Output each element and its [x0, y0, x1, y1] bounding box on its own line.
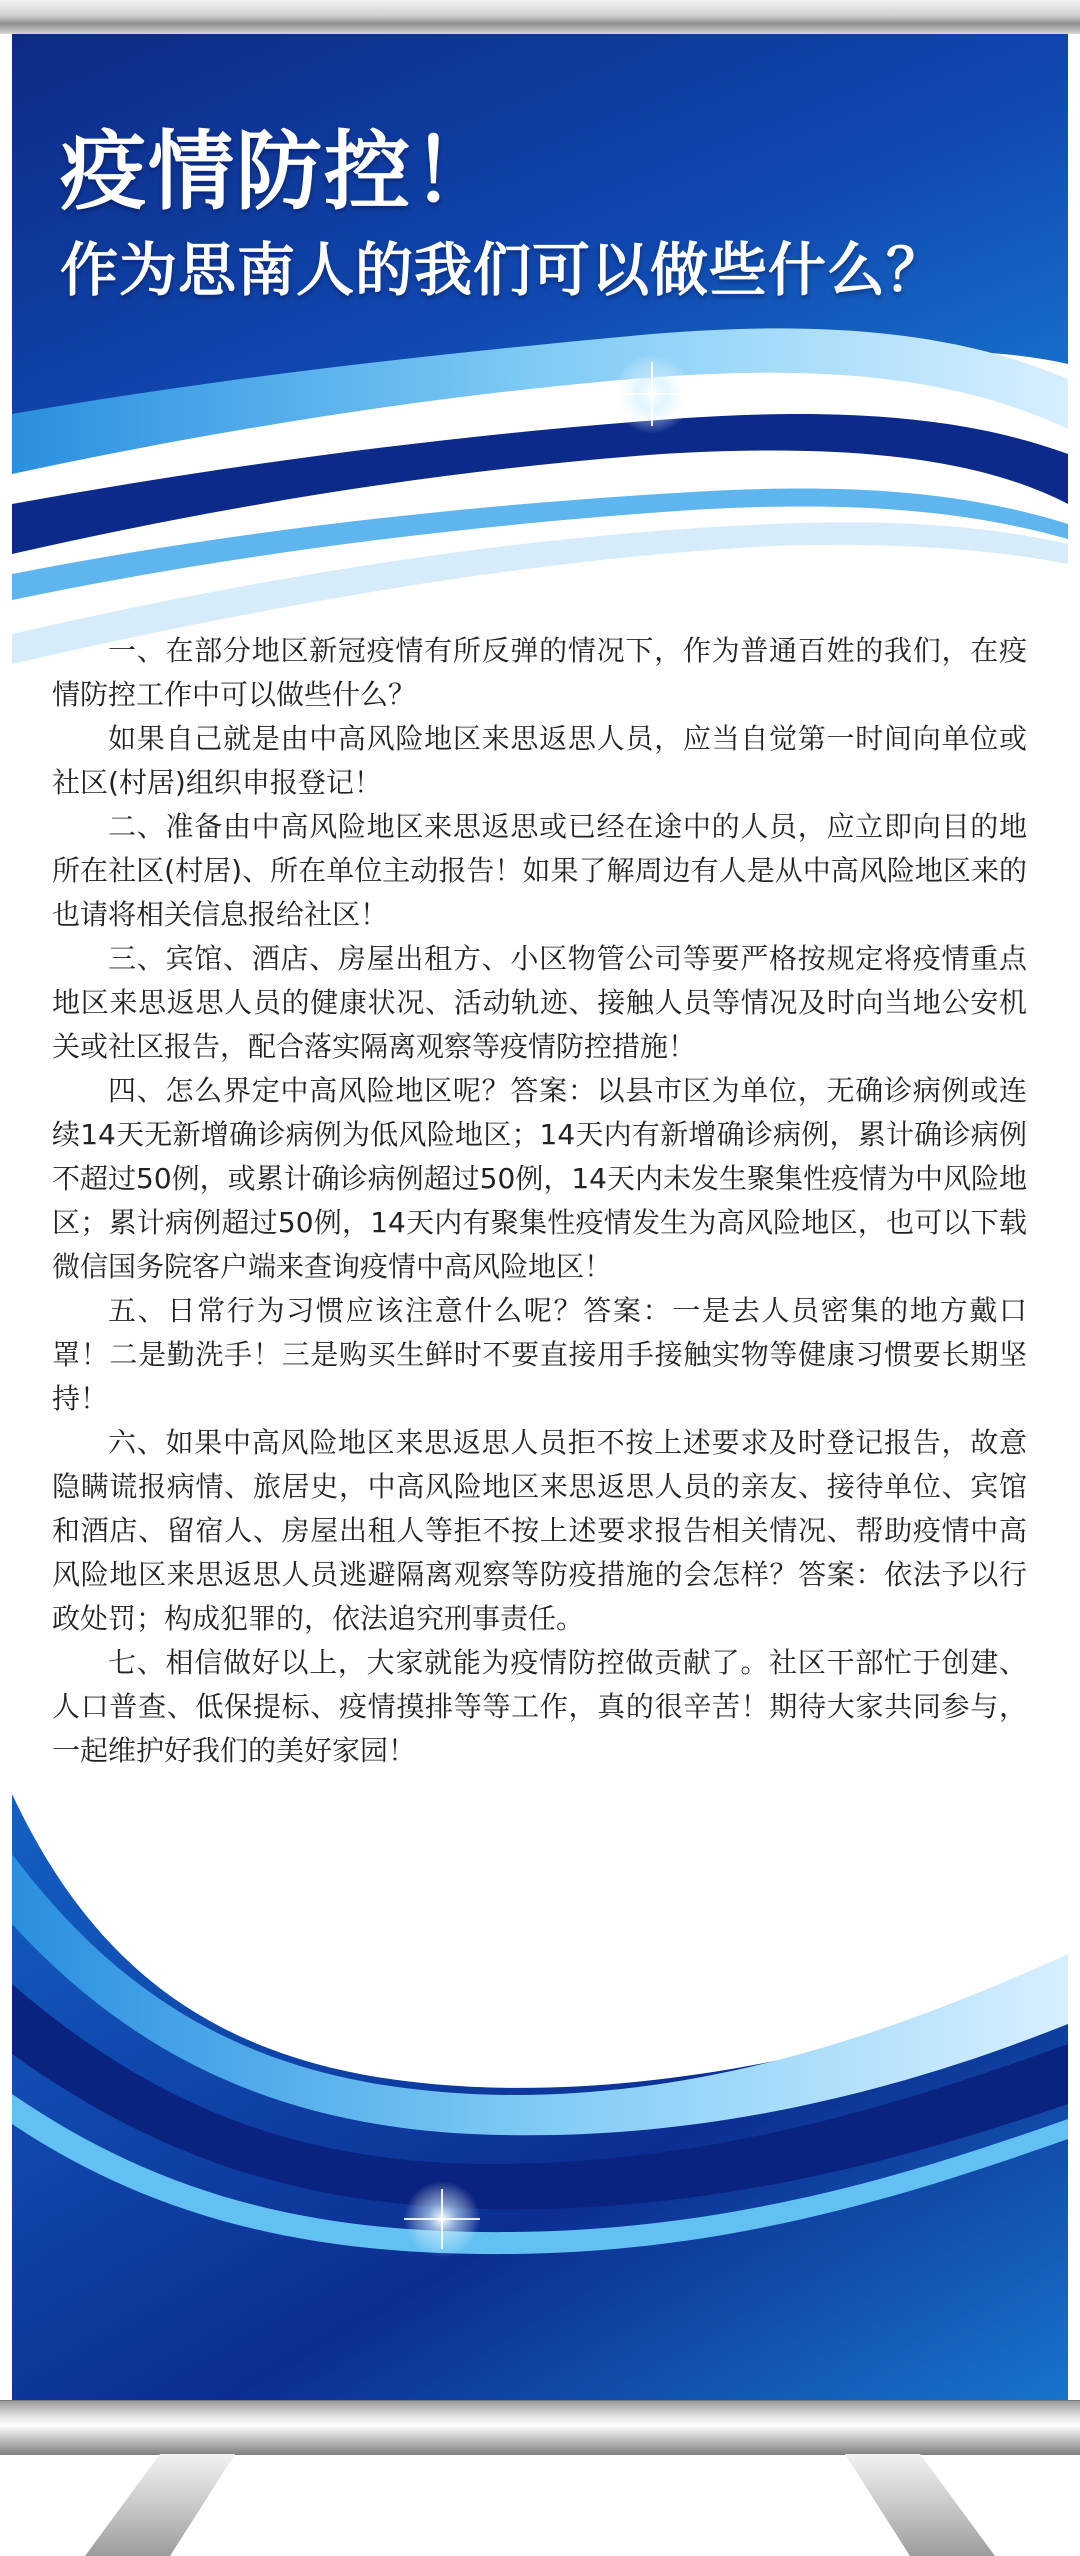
paragraph-4: 三、宾馆、酒店、房屋出租方、小区物管公司等要严格按规定将疫情重点地区来思返思人员的健康状况、活动轨迹、接触人员等情况及时向当地公安机关或社区报告，配合落实隔离观察等疫情防控措施！ — [52, 942, 1027, 1063]
paragraph-3: 二、准备由中高风险地区来思返思或已经在途中的人员，应立即向目的地所在社区(村居)、所在单位主动报告！如果了解周边有人是从中高风险地区来的也请将相关信息报给社区！ — [52, 810, 1027, 931]
paragraph-5: 四、怎么界定中高风险地区呢？答案：以县市区为单位，无确诊病例或连续14天无新增确诊病例为低风险地区；14天内有新增确诊病例，累计确诊病例不超过50例，或累计确诊病例超过50例，14天内未发生聚集性疫情为中风险地区；累计病例超过50例，14天内有聚集性疫情发生为高风险地区，也可以下载微信国务院客户端来查询疫情中高风险地区！ — [52, 1074, 1027, 1283]
banner-title: 疫情防控！ — [60, 122, 500, 222]
stand-feet — [0, 2454, 1080, 2556]
top-rail — [0, 0, 1080, 34]
paragraph-2: 如果自己就是由中高风险地区来思返思人员，应当自觉第一时间向单位或社区(村居)组织申报登记！ — [52, 722, 1027, 799]
paragraph-6: 五、日常行为习惯应该注意什么呢？答案：一是去人员密集的地方戴口罩！二是勤洗手！三是购买生鲜时不要直接用手接触实物等健康习惯要长期坚持！ — [52, 1294, 1027, 1415]
bottom-rail — [0, 2400, 1080, 2455]
banner-body — [52, 629, 1027, 1773]
paragraph-7: 六、如果中高风险地区来思返思人员拒不按上述要求及时登记报告，故意隐瞒谎报病情、旅居史，中高风险地区来思返思人员的亲友、接待单位、宾馆和酒店、留宿人、房屋出租人等拒不按上述要求报告相关情况、帮助疫情中高风险地区来思返思人员逃避隔离观察等防疫措施的会怎样？答案：依法予以行政处罚；构成犯罪的，依法追究刑事责任。 — [52, 1426, 1027, 1635]
banner-panel — [12, 34, 1068, 2400]
banner-header — [60, 122, 1048, 310]
paragraph-1: 一、在部分地区新冠疫情有所反弹的情况下，作为普通百姓的我们，在疫情防控工作中可以做些什么？ — [52, 634, 1027, 711]
paragraph-8: 七、相信做好以上，大家就能为疫情防控做贡献了。社区干部忙于创建、人口普查、低保提标、疫情摸排等等工作，真的很辛苦！期待大家共同参与，一起维护好我们的美好家园！ — [52, 1646, 1027, 1767]
banner-subtitle: 作为思南人的我们可以做些什么？ — [60, 236, 946, 304]
